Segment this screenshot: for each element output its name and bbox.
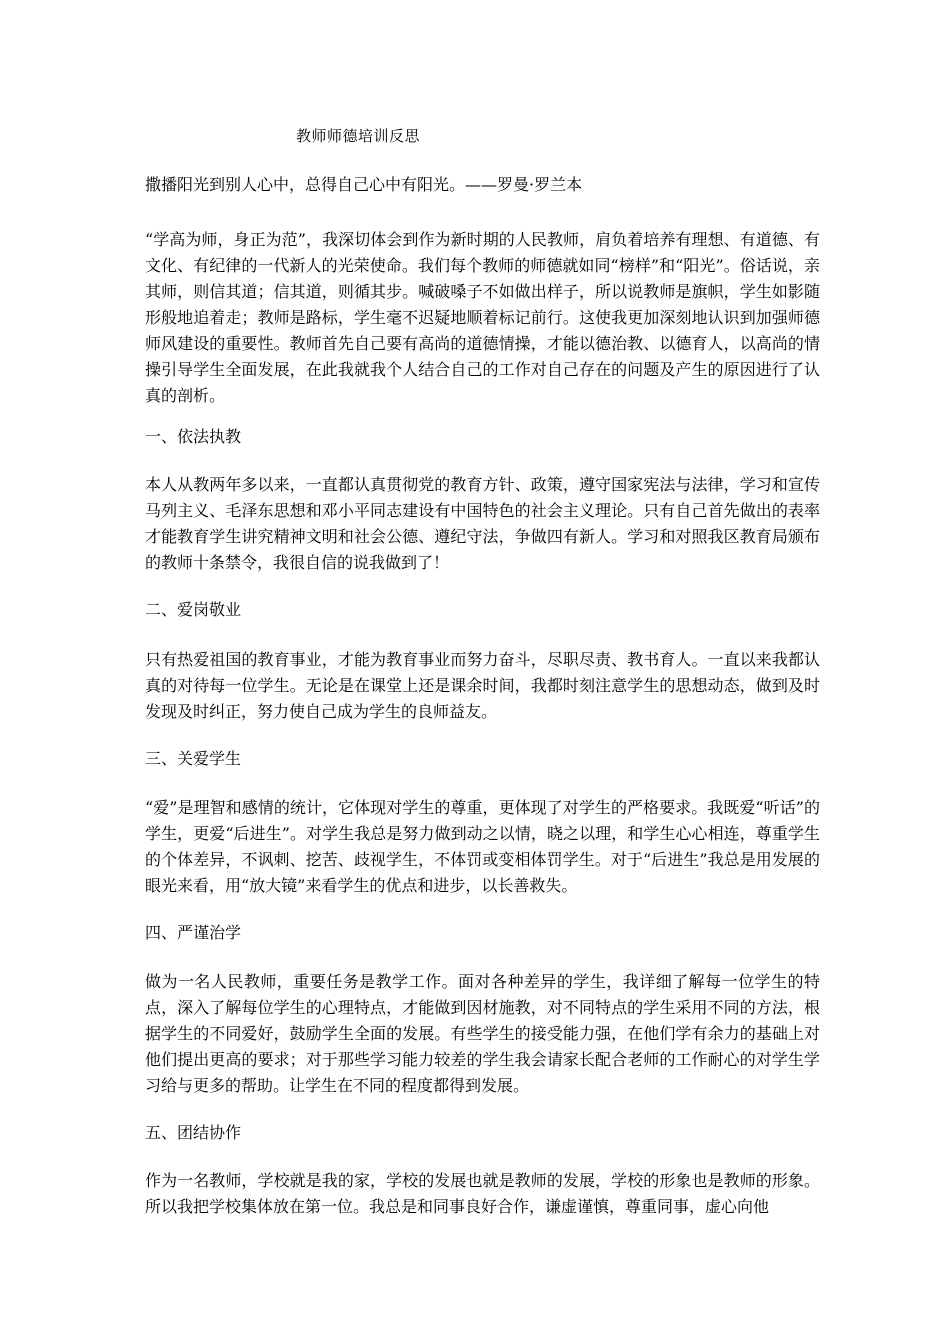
- section-body-5: 作为一名教师，学校就是我的家，学校的发展也就是教师的发展，学校的形象也是教师的形象。所以我把学校集体放在第一位。我总是和同事良好合作，谦虚谨慎，尊重同事，虚心向他: [145, 1171, 820, 1216]
- section-heading-4: 四、严谨治学: [145, 923, 242, 942]
- section-heading-1: 一、依法执教: [145, 427, 242, 446]
- section-heading-3: 三、关爱学生: [145, 749, 242, 768]
- epigraph: 撒播阳光到别人心中，总得自己心中有阳光。——罗曼·罗兰本: [145, 175, 583, 194]
- section-body-1: 本人从教两年多以来，一直都认真贯彻党的教育方针、政策，遵守国家宪法与法律，学习和宣传马列主义、毛泽东思想和邓小平同志建设有中国特色的社会主义理论。只有自己首先做出的表率才能教育学生讲究精神文明和社会公德、遵纪守法，争做四有新人。学习和对照我区教育局颁布的教师十条禁令，我很自信的说我做到了！: [145, 475, 820, 572]
- intro-paragraph: “学高为师，身正为范”，我深切体会到作为新时期的人民教师，肩负着培养有理想、有道德、有文化、有纪律的一代新人的光荣使命。我们每个教师的师德就如同“榜样”和“阳光”。俗话说，亲其师，则信其道；信其道，则循其步。喊破嗓子不如做出样子，所以说教师是旗帜，学生如影随形般地追着走；教师是路标，学生毫不迟疑地顺着标记前行。这使我更加深刻地认识到加强师德师风建设的重要性。教师首先自己要有高尚的道德情操，才能以德治教、以德育人，以高尚的情操引导学生全面发展，在此我就我个人结合自己的工作对自己存在的问题及产生的原因进行了认真的剖析。: [145, 230, 820, 405]
- section-heading-5: 五、团结协作: [145, 1123, 242, 1142]
- section-body-4: 做为一名人民教师，重要任务是教学工作。面对各种差异的学生，我详细了解每一位学生的特点，深入了解每位学生的心理特点，才能做到因材施教，对不同特点的学生采用不同的方法，根据学生的不同爱好，鼓励学生全面的发展。有些学生的接受能力强，在他们学有余力的基础上对他们提出更高的要求；对于那些学习能力较差的学生我会请家长配合老师的工作耐心的对学生学习给与更多的帮助。让学生在不同的程度都得到发展。: [145, 972, 820, 1095]
- section-body-2: 只有热爱祖国的教育事业，才能为教育事业而努力奋斗，尽职尽责、教书育人。一直以来我都认真的对待每一位学生。无论是在课堂上还是课余时间，我都时刻注意学生的思想动态，做到及时发现及时纠正，努力使自己成为学生的良师益友。: [145, 650, 820, 721]
- section-heading-2: 二、爱岗敬业: [145, 600, 242, 619]
- section-body-3: “爱”是理智和感情的统计，它体现对学生的尊重，更体现了对学生的严格要求。我既爱“听话”的学生，更爱“后进生”。对学生我总是努力做到动之以情，晓之以理，和学生心心相连，尊重学生的个体差异，不讽刺、挖苦、歧视学生，不体罚或变相体罚学生。对于“后进生”我总是用发展的眼光来看，用“放大镜”来看学生的优点和进步，以长善救失。: [145, 798, 820, 895]
- document-title: 教师师德培训反思: [296, 127, 421, 145]
